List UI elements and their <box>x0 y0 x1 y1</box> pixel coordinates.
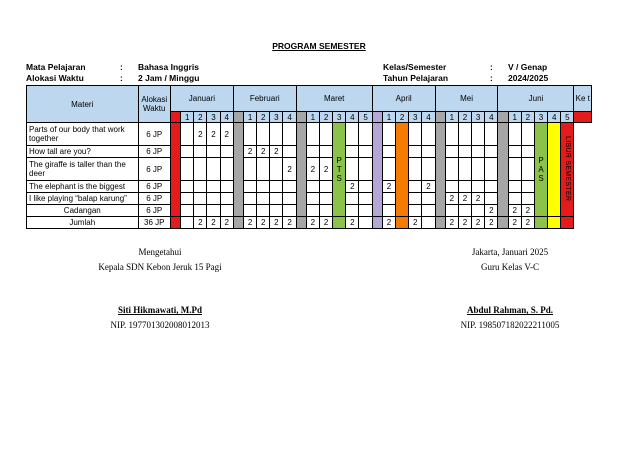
pts-letter: S <box>336 174 342 183</box>
sign-right-nip: NIP. 198507182022211005 <box>460 320 560 330</box>
total-cell: 2 <box>306 217 319 229</box>
tahun-label: Tahun Pelajaran <box>383 73 449 83</box>
spacer-green <box>534 217 547 229</box>
header-month: Juni <box>498 86 574 112</box>
header-month: Januari <box>170 86 233 112</box>
mapel-label: Mata Pelajaran <box>26 62 86 72</box>
spacer-yellow <box>548 217 561 229</box>
hours-cell: 2 <box>508 205 521 217</box>
alokasi-label: Alokasi Waktu <box>26 73 84 83</box>
spacer-grey <box>498 217 508 229</box>
spacer-green <box>333 217 346 229</box>
total-cell: 2 <box>319 217 332 229</box>
hours-cell: 2 <box>257 146 270 158</box>
alokasi-cell: 6 JP <box>138 181 170 193</box>
week-num: 4 <box>485 112 498 123</box>
hours-cell: 2 <box>382 181 395 193</box>
spacer-grey <box>435 112 445 123</box>
colon: : <box>490 62 493 72</box>
grey-column <box>435 123 445 217</box>
grey-column <box>498 123 508 217</box>
week-num: 4 <box>346 112 359 123</box>
total-cell: 2 <box>194 217 207 229</box>
sign-right-line1: Jakarta, Januari 2025 <box>471 247 549 257</box>
hours-cell: 2 <box>306 158 319 181</box>
week-num: 4 <box>548 112 561 123</box>
kelas-label: Kelas/Semester <box>383 62 447 72</box>
hours-cell: 2 <box>422 181 435 193</box>
purple-column <box>372 123 382 217</box>
total-alokasi: 36 JP <box>138 217 170 229</box>
header-ket: Ke t <box>574 86 592 112</box>
week-num: 1 <box>445 112 458 123</box>
week-num: 2 <box>396 112 409 123</box>
total-cell: 2 <box>243 217 256 229</box>
week-num: 2 <box>458 112 471 123</box>
week-num: 3 <box>409 112 422 123</box>
sign-left-line1: Mengetahui <box>138 247 182 257</box>
total-label: Jumlah <box>27 217 139 229</box>
week-num: 3 <box>333 112 346 123</box>
page-title: PROGRAM SEMESTER <box>272 41 366 51</box>
total-cell: 2 <box>270 217 283 229</box>
grey-column <box>233 123 243 217</box>
week-num: 2 <box>257 112 270 123</box>
colon: : <box>120 73 123 83</box>
spacer-grey <box>233 217 243 229</box>
spacer-red <box>574 112 592 123</box>
hours-cell: 2 <box>220 123 233 146</box>
week-num: 2 <box>319 112 332 123</box>
hours-cell: 2 <box>458 193 471 205</box>
alokasi-cell: 6 JP <box>138 123 170 146</box>
materi-cell: Cadangan <box>27 205 139 217</box>
holiday-column <box>170 123 180 217</box>
hours-cell: 2 <box>270 146 283 158</box>
hours-cell: 2 <box>472 193 485 205</box>
week-num: 2 <box>194 112 207 123</box>
total-cell: 2 <box>458 217 471 229</box>
pas-column <box>534 123 547 217</box>
week-num: 4 <box>220 112 233 123</box>
header-alokasi: Alokasi Waktu <box>138 86 170 123</box>
week-num: 1 <box>243 112 256 123</box>
week-num: 3 <box>472 112 485 123</box>
week-num: 1 <box>382 112 395 123</box>
hours-cell: 2 <box>283 158 296 181</box>
alokasi-value: 2 Jam / Minggu <box>138 73 200 83</box>
total-cell: 2 <box>445 217 458 229</box>
sign-right-line2: Guru Kelas V-C <box>481 262 539 272</box>
total-cell: 2 <box>521 217 534 229</box>
total-cell: 2 <box>508 217 521 229</box>
sign-left-line2: Kepala SDN Kebon Jeruk 15 Pagi <box>98 262 222 272</box>
week-num: 1 <box>306 112 319 123</box>
total-cell: 2 <box>472 217 485 229</box>
hours-cell: 2 <box>194 123 207 146</box>
week-num: 3 <box>207 112 220 123</box>
hours-cell: 2 <box>243 146 256 158</box>
total-cell: 2 <box>220 217 233 229</box>
total-cell: 2 <box>283 217 296 229</box>
pas-letter: P <box>538 156 544 165</box>
header-month: Februari <box>233 86 296 112</box>
spacer-grey <box>498 112 508 123</box>
hours-cell: 2 <box>521 205 534 217</box>
week-num: 1 <box>508 112 521 123</box>
grey-column <box>296 123 306 217</box>
spacer-grey <box>296 217 306 229</box>
week-num: 3 <box>534 112 547 123</box>
alokasi-cell: 6 JP <box>138 146 170 158</box>
spacer-purple <box>372 112 382 123</box>
materi-cell: I like playing “balap karung” <box>27 193 139 205</box>
mapel-value: Bahasa Inggris <box>138 62 199 72</box>
pts-letter: P <box>336 156 342 165</box>
total-cell: 2 <box>485 217 498 229</box>
alokasi-cell: 6 JP <box>138 205 170 217</box>
header-month: April <box>372 86 435 112</box>
sign-right-name: Abdul Rahman, S. Pd. <box>466 305 554 315</box>
hours-cell: 2 <box>319 158 332 181</box>
orange-column <box>396 123 409 217</box>
week-num: 1 <box>181 112 194 123</box>
spacer-red <box>561 217 574 229</box>
materi-cell: The giraffe is taller than the deer <box>27 158 139 181</box>
hours-cell: 2 <box>346 181 359 193</box>
colon: : <box>120 62 123 72</box>
total-cell: 2 <box>409 217 422 229</box>
spacer-red <box>170 112 180 123</box>
spacer-orange <box>396 217 409 229</box>
week-num: 4 <box>283 112 296 123</box>
spacer-purple <box>372 217 382 229</box>
header-materi: Materi <box>27 86 139 123</box>
hours-cell: 2 <box>207 123 220 146</box>
spacer-grey <box>435 217 445 229</box>
libur-semester-column <box>561 123 574 217</box>
pas-letter: S <box>538 174 544 183</box>
spacer-grey <box>296 112 306 123</box>
spacer-red <box>170 217 180 229</box>
total-cell: 2 <box>346 217 359 229</box>
sign-left-name: Siti Hikmawati, M.Pd <box>117 305 202 315</box>
materi-cell: How tall are you? <box>27 146 139 158</box>
pts-letter: T <box>336 165 342 174</box>
libur-semester-label: LIBUR SEMESTER <box>563 135 571 202</box>
semester-table <box>26 85 592 229</box>
materi-cell: Parts of our body that work together <box>27 123 139 146</box>
hours-cell: 2 <box>445 193 458 205</box>
week-num: 4 <box>422 112 435 123</box>
total-cell: 2 <box>207 217 220 229</box>
spacer-grey <box>233 112 243 123</box>
week-num: 2 <box>521 112 534 123</box>
header-month: Maret <box>296 86 372 112</box>
header-month: Mei <box>435 86 498 112</box>
kelas-value: V / Genap <box>508 62 548 72</box>
pas-letter: A <box>538 165 544 174</box>
total-cell: 2 <box>257 217 270 229</box>
week-num: 5 <box>359 112 372 123</box>
total-cell: 2 <box>382 217 395 229</box>
sign-left-nip: NIP. 197701302008012013 <box>110 320 210 330</box>
materi-cell: The elephant is the biggest <box>27 181 139 193</box>
yellow-column <box>548 123 561 217</box>
hours-cell: 2 <box>485 205 498 217</box>
alokasi-cell: 6 JP <box>138 193 170 205</box>
week-num: 5 <box>561 112 574 123</box>
week-num: 3 <box>270 112 283 123</box>
colon: : <box>490 73 493 83</box>
alokasi-cell: 6 JP <box>138 158 170 181</box>
tahun-value: 2024/2025 <box>508 73 549 83</box>
pts-column <box>333 123 346 217</box>
